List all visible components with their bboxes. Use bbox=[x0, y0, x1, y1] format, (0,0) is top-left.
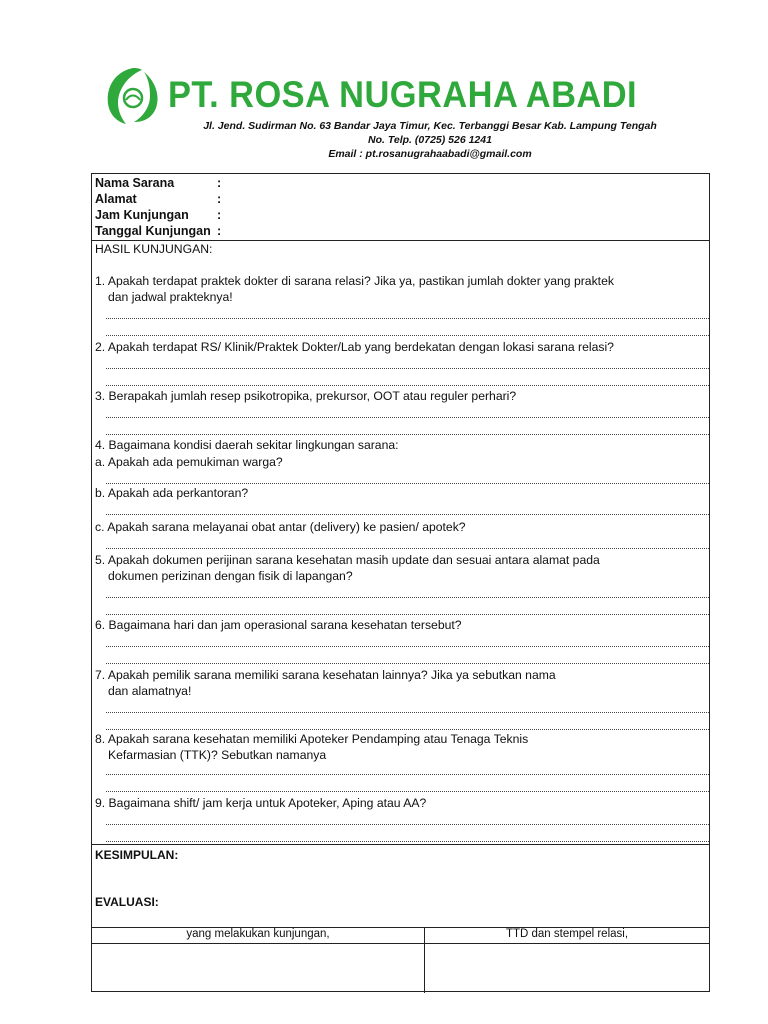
hasil-kunjungan-title: HASIL KUNJUNGAN: bbox=[95, 242, 213, 256]
answer-line[interactable] bbox=[106, 409, 709, 418]
answer-line[interactable] bbox=[106, 704, 709, 713]
letterhead bbox=[0, 0, 768, 172]
info-nama-sarana: Nama Sarana : bbox=[95, 176, 222, 190]
kesimpulan-label: KESIMPULAN: bbox=[95, 848, 179, 862]
question-8: 8. Apakah sarana kesehatan memiliki Apoteker Pendamping atau Tenaga Teknis bbox=[95, 732, 529, 746]
answer-line[interactable] bbox=[106, 377, 709, 386]
company-address: Jl. Jend. Sudirman No. 63 Bandar Jaya Timur, Kec. Terbanggi Besar Kab. Lampung Tengah bbox=[203, 120, 657, 132]
question-4c: c. Apakah sarana melayanai obat antar (delivery) ke pasien/ apotek? bbox=[95, 520, 466, 534]
signature-relation-label: TTD dan stempel relasi, bbox=[425, 927, 709, 944]
company-phone: No. Telp. (0725) 526 1241 bbox=[368, 134, 492, 146]
answer-line[interactable] bbox=[106, 766, 709, 775]
question-9: 9. Bagaimana shift/ jam kerja untuk Apoteker, Aping atau AA? bbox=[95, 796, 427, 810]
section-divider bbox=[92, 844, 709, 845]
answer-line[interactable] bbox=[106, 783, 709, 792]
company-email: Email : pt.rosanugrahaabadi@gmail.com bbox=[328, 148, 532, 160]
visit-info-section bbox=[92, 174, 709, 241]
question-8-cont: Kefarmasian (TTK)? Sebutkan namanya bbox=[108, 748, 327, 762]
signature-visitor-cell[interactable] bbox=[92, 927, 425, 993]
answer-line[interactable] bbox=[106, 426, 709, 435]
answer-line[interactable] bbox=[106, 360, 709, 369]
question-5: 5. Apakah dokumen perijinan sarana kesehatan masih update dan sesuai antara alamat pada bbox=[95, 553, 600, 567]
answer-line[interactable] bbox=[106, 540, 709, 549]
answer-line[interactable] bbox=[106, 816, 709, 825]
question-4a: a. Apakah ada pemukiman warga? bbox=[95, 455, 283, 469]
signature-visitor-label: yang melakukan kunjungan, bbox=[92, 927, 424, 944]
signature-table bbox=[92, 927, 709, 993]
question-6: 6. Bagaimana hari dan jam operasional sarana kesehatan tersebut? bbox=[95, 618, 462, 632]
answer-line[interactable] bbox=[106, 506, 709, 515]
question-2: 2. Apakah terdapat RS/ Klinik/Praktek Dokter/Lab yang berdekatan dengan lokasi sarana relasi? bbox=[95, 340, 614, 354]
signature-relation-cell[interactable] bbox=[425, 927, 709, 993]
evaluasi-label: EVALUASI: bbox=[95, 895, 159, 909]
question-7: 7. Apakah pemilik sarana memiliki sarana kesehatan lainnya? Jika ya sebutkan nama bbox=[95, 668, 556, 682]
question-5-cont: dokumen perizinan dengan fisik di lapangan? bbox=[108, 569, 353, 583]
answer-line[interactable] bbox=[106, 606, 709, 615]
answer-line[interactable] bbox=[106, 310, 709, 319]
info-tanggal-kunjungan: Tanggal Kunjungan : bbox=[95, 224, 222, 238]
answer-line[interactable] bbox=[106, 475, 709, 484]
answer-line[interactable] bbox=[106, 327, 709, 336]
answer-line[interactable] bbox=[106, 638, 709, 647]
visit-form bbox=[91, 173, 710, 992]
info-alamat: Alamat : bbox=[95, 192, 222, 206]
company-name: PT. ROSA NUGRAHA ABADI bbox=[168, 74, 638, 115]
answer-line[interactable] bbox=[106, 655, 709, 664]
question-4: 4. Bagaimana kondisi daerah sekitar lingkungan sarana: bbox=[95, 438, 399, 452]
answer-line[interactable] bbox=[106, 833, 709, 842]
question-3: 3. Berapakah jumlah resep psikotropika, prekursor, OOT atau reguler perhari? bbox=[95, 389, 517, 403]
question-7-cont: dan alamatnya! bbox=[108, 684, 192, 698]
answer-line[interactable] bbox=[106, 589, 709, 598]
info-jam-kunjungan: Jam Kunjungan : bbox=[95, 208, 222, 222]
question-1: 1. Apakah terdapat praktek dokter di sarana relasi? Jika ya, pastikan jumlah dokter yang praktek bbox=[95, 274, 614, 288]
rose-leaf-logo-icon bbox=[104, 64, 162, 126]
answer-line[interactable] bbox=[106, 721, 709, 730]
question-1-cont: dan jadwal prakteknya! bbox=[108, 290, 233, 304]
question-4b: b. Apakah ada perkantoran? bbox=[95, 486, 249, 500]
